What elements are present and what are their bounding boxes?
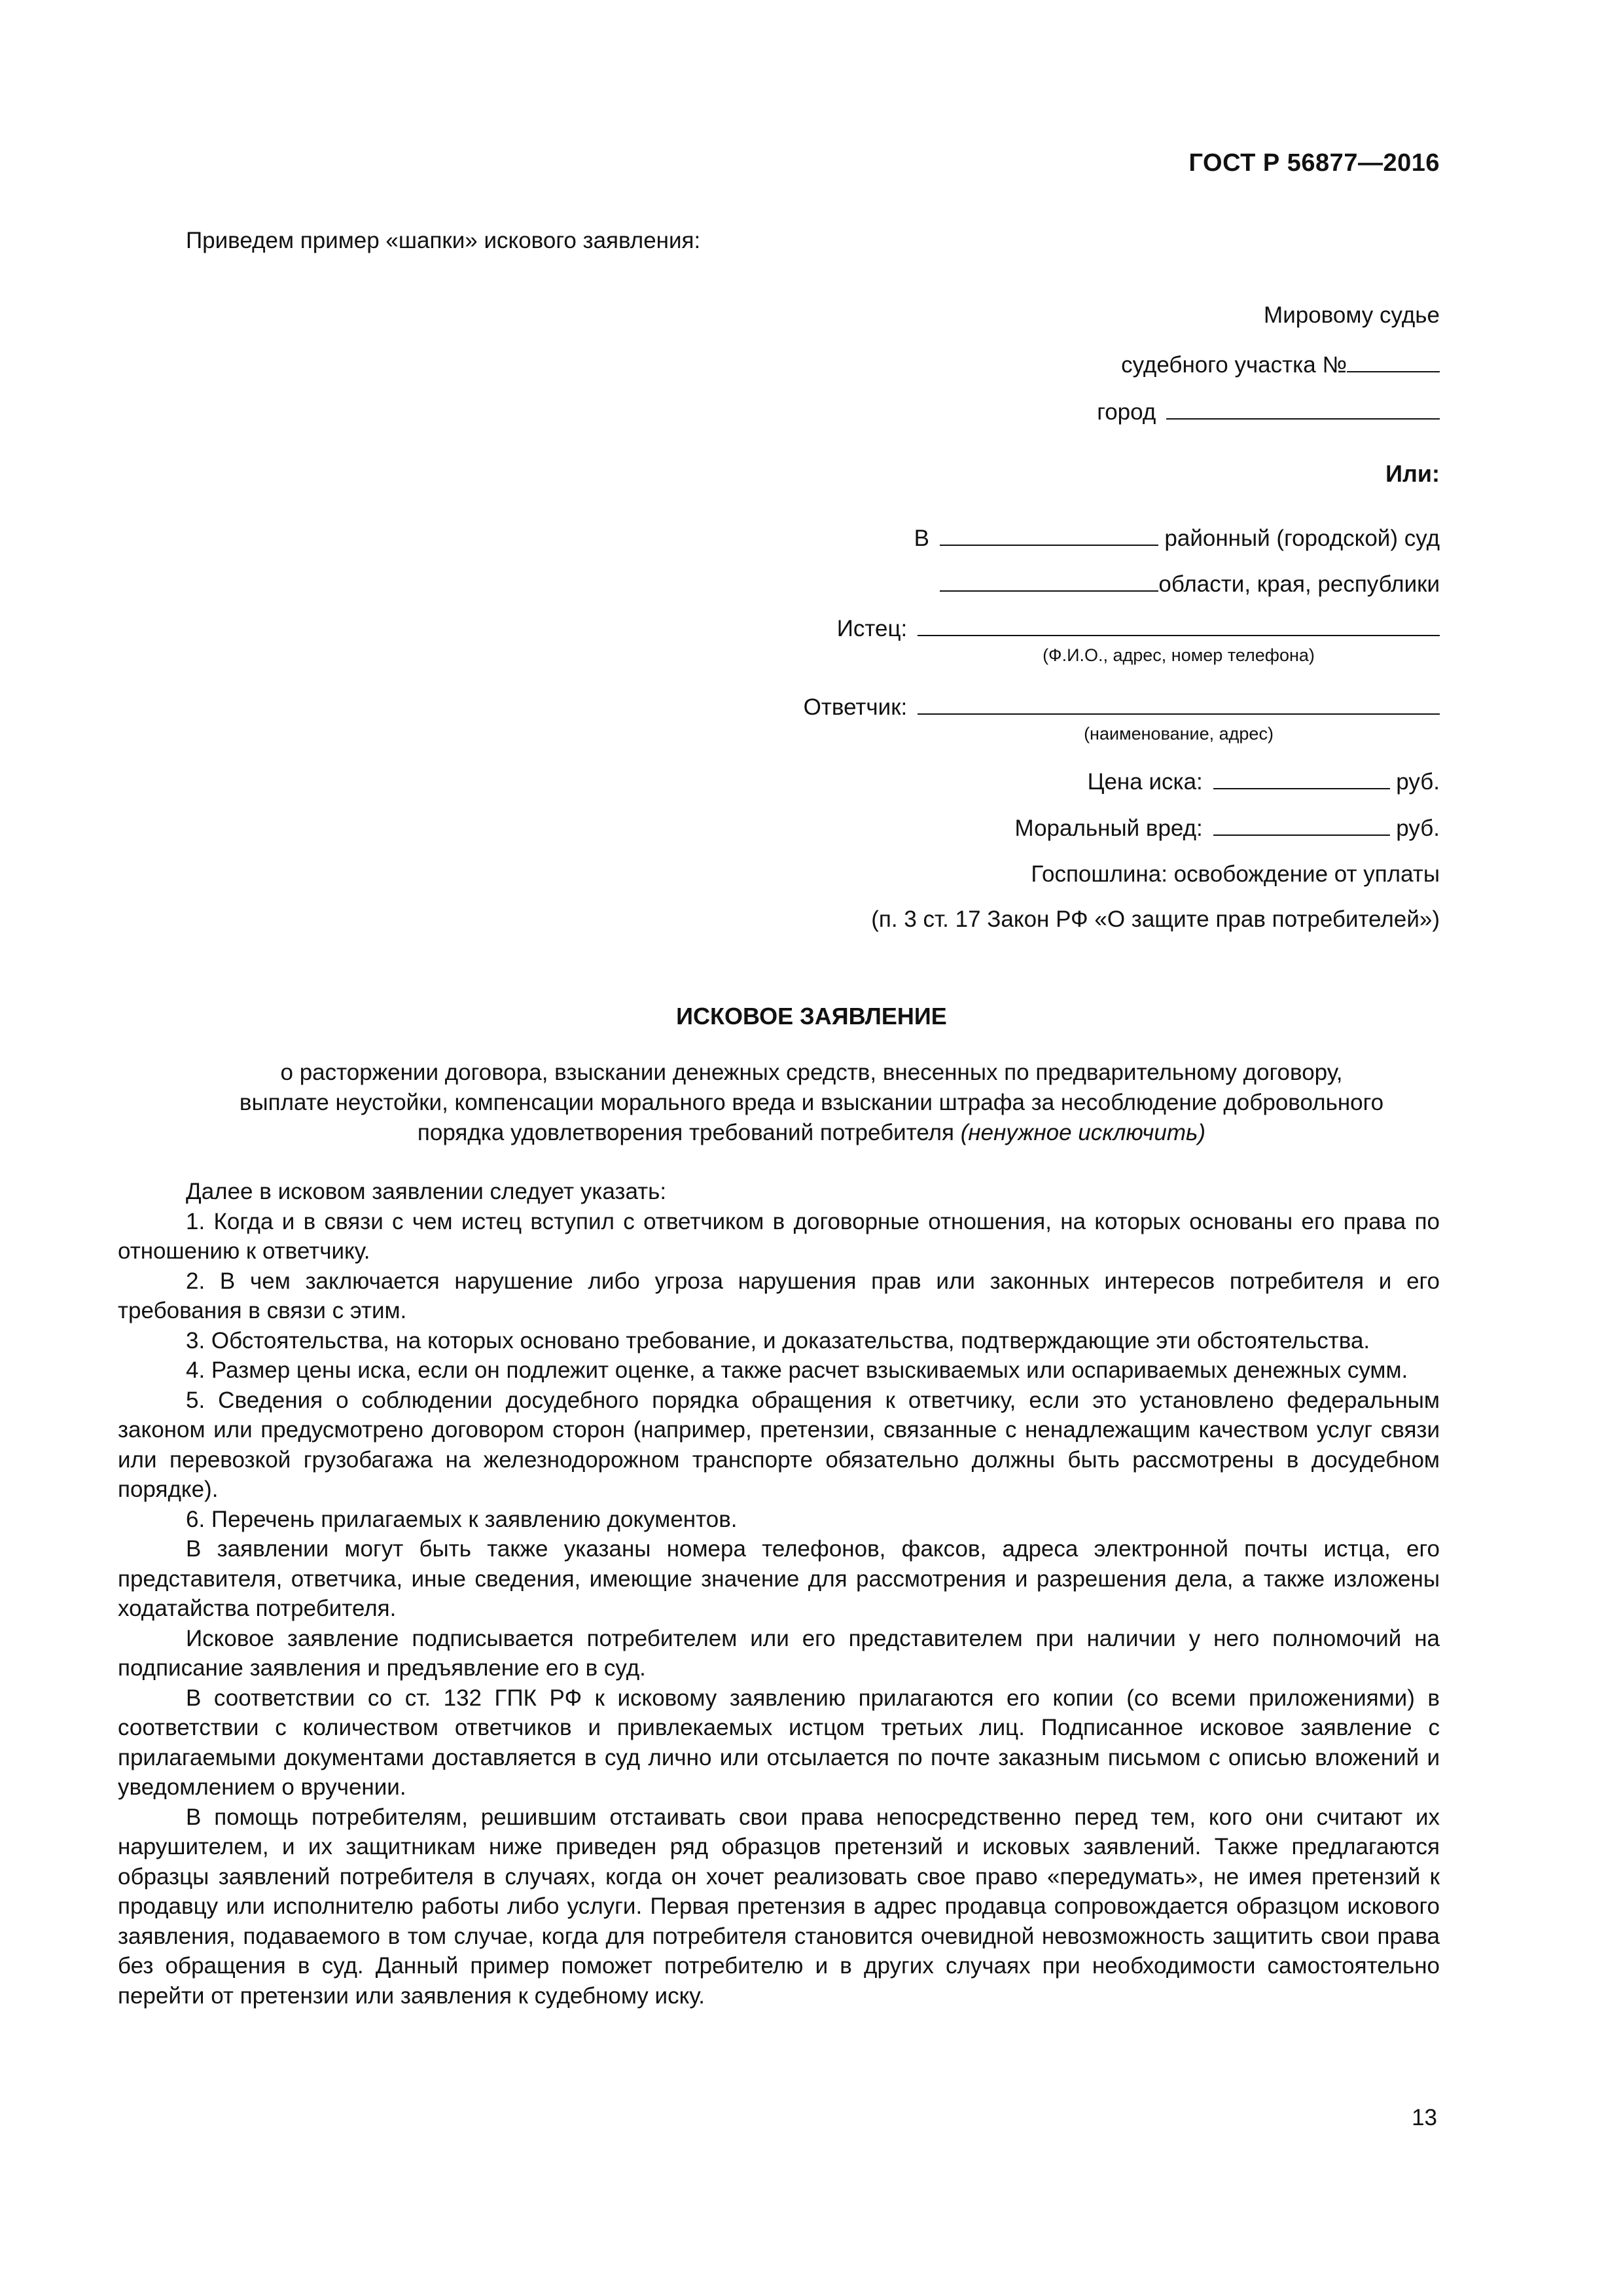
subtitle-line-2: выплате неустойки, компенсации морального вреда и взыскании штрафа за несоблюдение добровольного [239, 1090, 1384, 1115]
page-number: 13 [1412, 2105, 1437, 2130]
plaintiff-caption: (Ф.И.О., адрес, номер телефона) [1043, 645, 1315, 665]
defendant-blank[interactable] [918, 692, 1440, 715]
subtitle-line-1: о расторжении договора, взыскании денежных средств, внесенных по предварительному договору, [280, 1060, 1343, 1085]
district-label: судебного участка № [1121, 352, 1347, 378]
header-line-defendant [804, 692, 1440, 721]
district-number-blank[interactable] [1347, 350, 1440, 372]
header-line-court [914, 524, 1440, 552]
paragraph: В соответствии со ст. 132 ГПК РФ к исковому заявлению прилагаются его копии (со всеми приложениями) в соответствии с количеством ответчиков и привлекаемых истцом третьих лиц. Подписанное исковое заявление с прилагаемыми документами доставляется в суд лично или отсылается по почте заказным письмом с описью вложений и уведомлением о вручении. [118, 1685, 1440, 1800]
paragraph: В помощь потребителям, решившим отстаивать свои права непосредственно перед тем, кого они считают их нарушителем, и их защитникам ниже приведен ряд образцов претензий и исковых заявлений. Также предлагаются образцы заявлений потребителя в случаях, когда он хочет реализовать свое право «передумать», не имея претензий к продавцу или исполнителю работы либо услуги. Первая претензия в адрес продавца сопровождается образцом искового заявления, подаваемого в том случае, когда для потребителя становится очевидной невозможность защитить свои права без обращения в суд. Данный пример поможет потребителю и в других случаях при необходимости самостоятельно перейти от претензии или заявления к судебному иску. [118, 1804, 1440, 2009]
subtitle-italic-note: (ненужное исключить) [960, 1120, 1206, 1145]
moral-damage-label: Моральный вред: [1014, 816, 1203, 841]
header-line-plaintiff [837, 614, 1440, 642]
state-duty: Госпошлина: освобождение от уплаты [1031, 861, 1440, 887]
region-blank[interactable] [940, 569, 1158, 592]
document-code: ГОСТ Р 56877—2016 [1188, 149, 1440, 177]
law-reference: (п. 3 ст. 17 Закон РФ «О защите прав потребителей») [871, 906, 1440, 932]
paragraph: 5. Сведения о соблюдении досудебного порядка обращения к ответчику, если это установлено федеральным законом или предусмотрено договором сторон (например, претензии, связанные с ненадлежащим качеством услуг связи или перевозкой грузобагажа на железнодорожном транспорте обязательно должны быть рассмотрены в досудебном порядке). [118, 1387, 1440, 1502]
paragraph: Далее в исковом заявлении следует указать: [186, 1179, 667, 1204]
paragraph: 2. В чем заключается нарушение либо угроза нарушения прав или законных интересов потребителя и его требования в связи с этим. [118, 1268, 1440, 1323]
plaintiff-label: Истец: [836, 616, 908, 641]
district-court-label: районный (городской) суд [1164, 526, 1440, 551]
header-line-district [1121, 350, 1440, 378]
city-label: город [1097, 399, 1156, 425]
header-line-region [940, 569, 1440, 598]
v-label: В [914, 526, 929, 551]
judge-label: Мировому судье [1264, 302, 1440, 328]
moral-damage-blank[interactable] [1213, 814, 1390, 836]
court-name-blank[interactable] [940, 524, 1158, 546]
subtitle-line-3 [0, 1120, 1623, 1146]
plaintiff-blank[interactable] [918, 614, 1440, 636]
region-label: области, края, республики [1158, 571, 1440, 597]
paragraph: 6. Перечень прилагаемых к заявлению документов. [186, 1506, 738, 1532]
header-line-city [1097, 397, 1440, 425]
paragraph: 1. Когда и в связи с чем истец вступил с ответчиком в договорные отношения, на которых основаны его права по отношению к ответчику. [118, 1208, 1440, 1264]
claim-price-label: Цена иска: [1087, 769, 1203, 795]
header-line-moral-damage [1015, 814, 1440, 842]
city-blank[interactable] [1166, 397, 1440, 420]
paragraph: 3. Обстоятельства, на которых основано требование, и доказательства, подтверждающие эти обстоятельства. [186, 1327, 1370, 1354]
claim-price-blank[interactable] [1213, 767, 1390, 789]
header-line-judge [1264, 302, 1440, 329]
moral-damage-currency: руб. [1396, 816, 1440, 841]
claim-price-currency: руб. [1396, 769, 1440, 795]
defendant-caption: (наименование, адрес) [1084, 724, 1274, 744]
paragraph: В заявлении могут быть также указаны номера телефонов, факсов, адреса электронной почты истца, его представителя, ответчика, иные сведения, имеющие значение для рассмотрения и разрешения дела, а также изложены ходатайства потребителя. [118, 1536, 1440, 1621]
paragraph: Исковое заявление подписывается потребителем или его представителем при наличии у него полномочий на подписание заявления и предъявление его в суд. [118, 1625, 1440, 1681]
document-title: ИСКОВОЕ ЗАЯВЛЕНИЕ [676, 1003, 947, 1030]
or-label: Или: [1385, 460, 1440, 487]
subtitle-line-3-text: порядка удовлетворения требований потребителя [417, 1120, 955, 1145]
body-text [118, 1177, 1440, 2011]
intro-text: Приведем пример «шапки» искового заявления: [186, 228, 701, 253]
defendant-label: Ответчик: [803, 694, 908, 720]
paragraph: 4. Размер цены иска, если он подлежит оценке, а также расчет взыскиваемых или оспариваемых денежных сумм. [186, 1357, 1408, 1383]
header-line-claim-price [1088, 767, 1440, 795]
